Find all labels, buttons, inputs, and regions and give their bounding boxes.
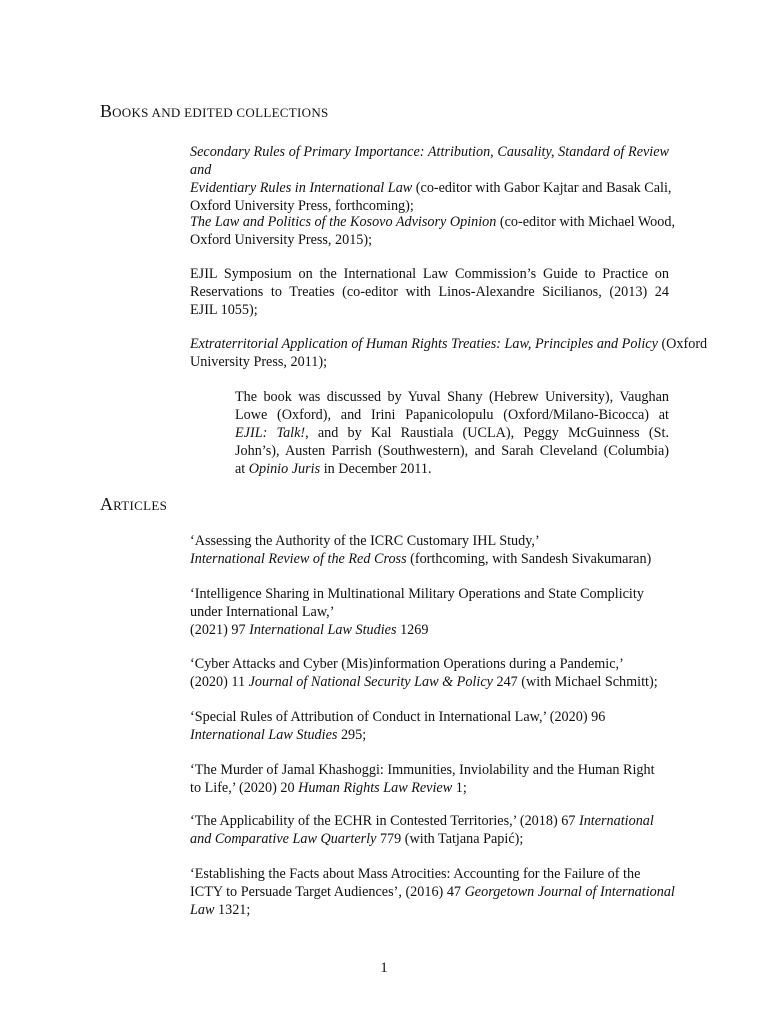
article-entry: ‘The Murder of Jamal Khashoggi: Immunities, Inviolability and the Human Right to Life,’ (2020) 20 Human Rights Law Review 1;: [190, 762, 655, 796]
section-heading-articles: ARTICLES: [100, 494, 168, 514]
book-entry: EJIL Symposium on the International Law Commission’s Guide to Practice on Reservations to Treaties (co-editor with Linos-Alexandre Sicilianos, (2013) 24 EJIL 1055);: [190, 266, 669, 318]
article-entry: ‘Special Rules of Attribution of Conduct in International Law,’ (2020) 96 International Law Studies 295;: [190, 709, 606, 743]
article-entry: ‘Intelligence Sharing in Multinational Military Operations and State Complicity under International Law,’ (2021) 97 International Law Studies 1269: [190, 586, 644, 638]
article-entry: ‘Cyber Attacks and Cyber (Mis)information Operations during a Pandemic,’ (2020) 11 Journal of National Security Law & Policy 247 (with Michael Schmitt);: [190, 656, 658, 690]
book-discussion-note: The book was discussed by Yuval Shany (Hebrew University), Vaughan Lowe (Oxford), and Irini Papanicolopulu (Oxford/Milano-Bicocca) at EJIL: Talk!, and by Kal Raustiala (UCLA), Peggy McGuinness (St. John’s), Austen Parrish (Southwestern), and Sarah Cleveland (Columbia) at Opinio Juris in December 2011.: [235, 389, 669, 477]
article-entry: ‘Assessing the Authority of the ICRC Customary IHL Study,’ International Review of the Red Cross (forthcoming, with Sandesh Sivakumaran): [190, 533, 652, 567]
book-entry: Extraterritorial Application of Human Rights Treaties: Law, Principles and Policy (Oxford University Press, 2011);: [190, 336, 708, 370]
article-entry: ‘Establishing the Facts about Mass Atrocities: Accounting for the Failure of the ICTY to Persuade Target Audiences’, (2016) 47 Georgetown Journal of International Law 1321;: [190, 866, 675, 918]
book-entry: The Law and Politics of the Kosovo Advisory Opinion (co-editor with Michael Wood, Oxford University Press, 2015);: [190, 214, 675, 248]
article-entry: ‘The Applicability of the ECHR in Contested Territories,’ (2018) 67 International and Comparative Law Quarterly 779 (with Tatjana Papić);: [190, 813, 654, 847]
book-entry: Secondary Rules of Primary Importance: Attribution, Causality, Standard of Review and Evidentiary Rules in International Law (co-editor with Gabor Kajtar and Basak Cali, Oxford University Press, forthcoming);: [190, 144, 672, 214]
section-heading-books: BOOKS AND EDITED COLLECTIONS: [100, 101, 329, 121]
page-number: 1: [380, 960, 388, 976]
